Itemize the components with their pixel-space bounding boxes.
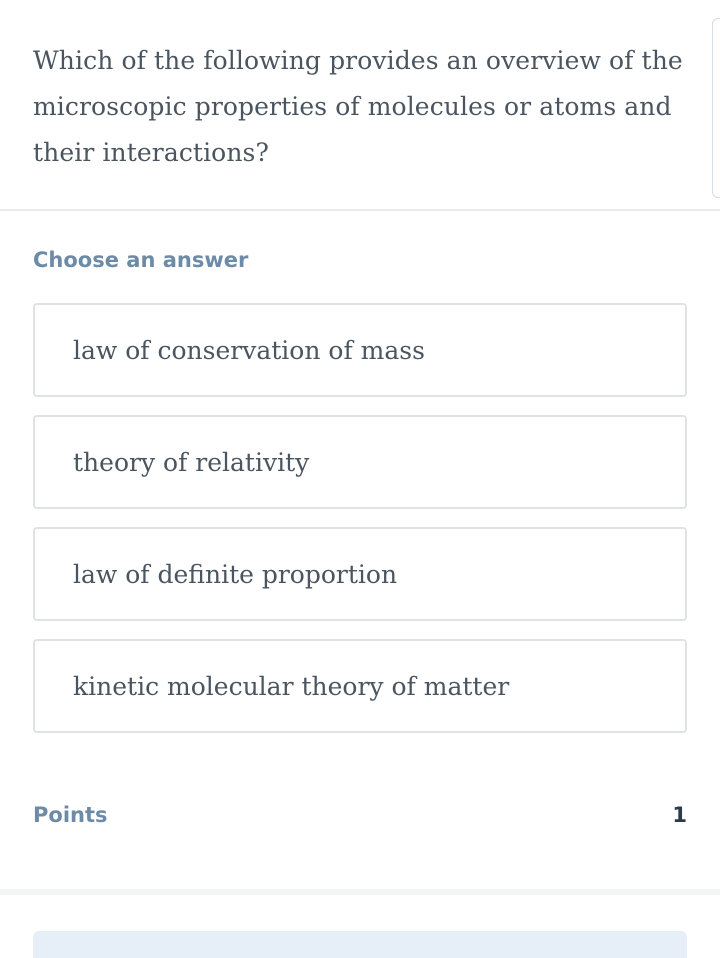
answer-option-4[interactable] bbox=[33, 639, 687, 733]
answer-option-label: law of definite proportion bbox=[73, 559, 398, 589]
question-text: Which of the following provides an overview of the microscopic properties of molecules or atoms and their interactions? bbox=[33, 46, 683, 167]
answer-option-label: theory of relativity bbox=[73, 447, 310, 477]
bottom-panel bbox=[33, 931, 687, 958]
answer-option-label: law of conservation of mass bbox=[73, 335, 425, 365]
question-panel bbox=[0, 0, 720, 211]
answer-option-label: kinetic molecular theory of matter bbox=[73, 671, 510, 701]
adjacent-card-edge bbox=[712, 18, 720, 198]
section-divider bbox=[0, 889, 720, 895]
answer-option-2[interactable] bbox=[33, 415, 687, 509]
answer-option-3[interactable] bbox=[33, 527, 687, 621]
choose-answer-label: Choose an answer bbox=[33, 248, 249, 272]
answer-option-1[interactable] bbox=[33, 303, 687, 397]
points-value: 1 bbox=[672, 803, 687, 827]
points-label: Points bbox=[33, 803, 108, 827]
